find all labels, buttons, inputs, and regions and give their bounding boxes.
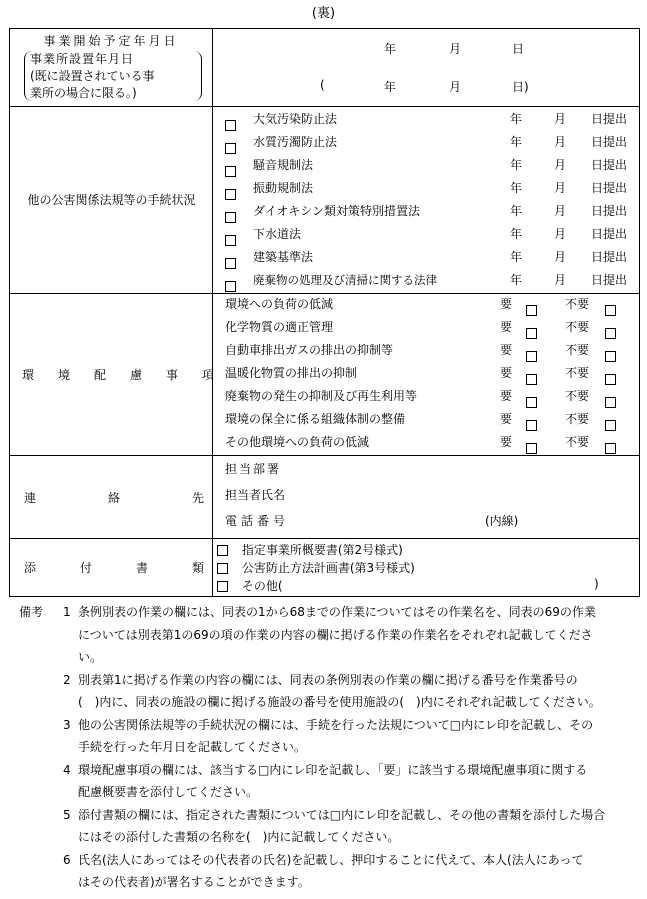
remark-number: 3 bbox=[63, 717, 71, 732]
submitted-label: 日提出 bbox=[591, 158, 628, 172]
remark-line: 氏名(法人にあってはその代表者の氏名)を記載し、押印することに代えて、本人(法人にあって bbox=[78, 852, 584, 867]
submitted-label: 日提出 bbox=[591, 273, 628, 287]
remark-line: ( )内に、同表の施設の欄に掲げる施設の番号を使用施設の( )内にそれぞれ記載してください。 bbox=[78, 695, 601, 709]
law-row[interactable] bbox=[213, 269, 639, 292]
attach-label-cell bbox=[10, 539, 213, 597]
env-list-cell bbox=[213, 294, 640, 456]
setup-year-label: 年 bbox=[384, 80, 397, 94]
month-label: 月 bbox=[554, 158, 567, 172]
page-title: (裏) bbox=[311, 6, 336, 21]
need-label: 要 bbox=[500, 389, 513, 403]
year-label: 年 bbox=[510, 158, 523, 172]
law-row[interactable] bbox=[213, 223, 639, 246]
laws-list-cell bbox=[213, 107, 640, 294]
need-label: 要 bbox=[500, 297, 513, 311]
remark-line: にはその添付した書類の名称を( )内に記載してください。 bbox=[78, 830, 400, 844]
month-label: 月 bbox=[554, 181, 567, 195]
attach-row[interactable] bbox=[217, 577, 283, 594]
not-need-label: 不要 bbox=[565, 435, 590, 449]
year-label: 年 bbox=[510, 112, 523, 126]
need-label: 要 bbox=[500, 343, 513, 357]
remark-line: 添付書類の欄には、指定された書類については□内にレ印を記載し、その他の書類を添付した場合 bbox=[78, 807, 606, 822]
env-row bbox=[213, 293, 639, 316]
year-label: 年 bbox=[510, 181, 523, 195]
phone-label: 電話番号 bbox=[225, 514, 290, 528]
not-need-label: 不要 bbox=[565, 297, 590, 311]
remark-line: 条例別表の作業の欄には、同表の1から68までの作業についてはその作業名を、同表の69の作業 bbox=[78, 605, 596, 619]
checkbox[interactable] bbox=[217, 563, 228, 574]
attach-row[interactable] bbox=[217, 559, 415, 576]
year-label: 年 bbox=[510, 250, 523, 264]
remark-item bbox=[11, 849, 641, 894]
env-label-cell bbox=[10, 294, 221, 456]
remark-line: 別表第1に掲げる作業の内容の欄には、同表の条例別表の作業の欄に掲げる番号を作業番号の bbox=[78, 672, 578, 687]
law-row[interactable] bbox=[213, 108, 639, 131]
need-label: 要 bbox=[500, 412, 513, 426]
remark-line: 他の公害関係法規等の手続状況の欄には、手続を行った法規について□内にレ印を記載し、その bbox=[78, 717, 594, 732]
env-item-name: 環境の保全に係る組織体制の整備 bbox=[225, 412, 406, 426]
laws-label: 他の公害関係法規等の手続状況 bbox=[27, 193, 196, 207]
contact-label: 連 絡 先 bbox=[24, 491, 204, 505]
remark-number: 6 bbox=[63, 852, 71, 867]
not-need-label: 不要 bbox=[565, 412, 590, 426]
start-date-label: 事業開始予定年月日 bbox=[43, 34, 179, 48]
law-name: 大気汚染防止法 bbox=[253, 112, 338, 126]
law-name: 水質汚濁防止法 bbox=[253, 135, 338, 149]
remark-item bbox=[11, 804, 641, 849]
attach-item-name: 公害防止方法計画書(第3号様式) bbox=[241, 561, 415, 575]
setup-date-note-2: 業所の場合に限る。) bbox=[30, 86, 137, 100]
env-row bbox=[213, 408, 639, 431]
remarks bbox=[11, 601, 641, 894]
env-item-name: 温暖化物質の排出の抑制 bbox=[225, 366, 358, 380]
law-row[interactable] bbox=[213, 246, 639, 269]
setup-day-label: 日) bbox=[512, 80, 529, 94]
contact-value-cell[interactable] bbox=[213, 456, 640, 539]
law-name: 下水道法 bbox=[253, 227, 302, 241]
attach-other-close: ) bbox=[594, 577, 599, 591]
env-item-name: その他環境への負荷の低減 bbox=[225, 435, 370, 449]
env-row bbox=[213, 362, 639, 385]
law-name: 騒音規制法 bbox=[253, 158, 314, 172]
person-label: 担当者氏名 bbox=[225, 488, 286, 502]
law-name: 建築基準法 bbox=[253, 250, 314, 264]
setup-month-label: 月 bbox=[449, 80, 462, 94]
remark-line: 環境配慮事項の欄には、該当する□内にレ印を記載し、「要」に該当する環境配慮事項に関する bbox=[78, 762, 588, 777]
start-date-value-cell[interactable] bbox=[213, 29, 640, 107]
remark-line: はその代表者)が署名することができます。 bbox=[78, 875, 310, 889]
remark-line: 配慮概要書を添付してください。 bbox=[78, 785, 259, 799]
application-form-table bbox=[9, 28, 640, 597]
dept-label: 担当部署 bbox=[225, 462, 282, 476]
checkbox[interactable] bbox=[217, 581, 228, 592]
month-label: 月 bbox=[554, 112, 567, 126]
attach-item-name: その他( bbox=[241, 579, 283, 593]
submitted-label: 日提出 bbox=[591, 112, 628, 126]
remark-item bbox=[11, 714, 641, 759]
remark-item bbox=[11, 759, 641, 804]
law-name: 振動規制法 bbox=[253, 181, 314, 195]
remark-line: については別表第1の69の項の作業の内容の欄に掲げる作業の作業名をそれぞれ記載してくださ bbox=[78, 627, 593, 642]
env-row bbox=[213, 316, 639, 339]
setup-paren-open: ( bbox=[320, 78, 325, 92]
remark-number: 2 bbox=[63, 672, 71, 687]
remark-line: い。 bbox=[78, 650, 103, 664]
remark-number: 4 bbox=[63, 762, 71, 777]
year-label: 年 bbox=[510, 273, 523, 287]
remark-number: 5 bbox=[63, 807, 71, 822]
law-row[interactable] bbox=[213, 200, 639, 223]
attach-item-name: 指定事業所概要書(第2号様式) bbox=[241, 543, 403, 557]
month-label: 月 bbox=[554, 273, 567, 287]
laws-label-cell bbox=[10, 107, 213, 294]
law-row[interactable] bbox=[213, 154, 639, 177]
start-year-label: 年 bbox=[384, 42, 397, 56]
checkbox[interactable] bbox=[217, 545, 228, 556]
month-label: 月 bbox=[554, 135, 567, 149]
env-row bbox=[213, 339, 639, 362]
env-row bbox=[213, 385, 639, 408]
law-row[interactable] bbox=[213, 177, 639, 200]
need-label: 要 bbox=[500, 435, 513, 449]
remark-line: 手続を行った年月日を記載してください。 bbox=[78, 740, 307, 754]
law-name: 廃棄物の処理及び清掃に関する法律 bbox=[253, 273, 437, 287]
need-label: 要 bbox=[500, 366, 513, 380]
not-need-label: 不要 bbox=[565, 366, 590, 380]
start-day-label: 日 bbox=[512, 42, 525, 56]
not-need-label: 不要 bbox=[565, 389, 590, 403]
env-row bbox=[213, 431, 639, 454]
not-need-label: 不要 bbox=[565, 343, 590, 357]
submitted-label: 日提出 bbox=[591, 135, 628, 149]
submitted-label: 日提出 bbox=[591, 250, 628, 264]
env-item-name: 環境への負荷の低減 bbox=[225, 297, 334, 311]
month-label: 月 bbox=[554, 250, 567, 264]
remark-item bbox=[11, 601, 641, 669]
law-row[interactable] bbox=[213, 131, 639, 154]
month-label: 月 bbox=[554, 204, 567, 218]
start-date-label-cell bbox=[10, 29, 213, 107]
attach-row[interactable] bbox=[217, 541, 403, 558]
year-label: 年 bbox=[510, 204, 523, 218]
year-label: 年 bbox=[510, 135, 523, 149]
remark-item bbox=[11, 669, 641, 714]
submitted-label: 日提出 bbox=[591, 204, 628, 218]
attach-list-cell bbox=[213, 539, 640, 597]
submitted-label: 日提出 bbox=[591, 181, 628, 195]
env-label: 環 境 配 慮 事 項 bbox=[22, 368, 221, 382]
remark-number: 1 bbox=[63, 605, 71, 619]
need-label: 要 bbox=[500, 320, 513, 334]
not-need-label: 不要 bbox=[565, 320, 590, 334]
contact-label-cell bbox=[10, 456, 213, 539]
submitted-label: 日提出 bbox=[591, 227, 628, 241]
month-label: 月 bbox=[554, 227, 567, 241]
start-month-label: 月 bbox=[449, 42, 462, 56]
attach-label: 添 付 書 類 bbox=[24, 561, 204, 575]
law-name: ダイオキシン類対策特別措置法 bbox=[253, 204, 420, 218]
setup-date-note-1: (既に設置されている事 bbox=[30, 69, 155, 83]
setup-date-label: 事業所設置年月日 bbox=[30, 52, 135, 66]
remarks-head: 備考 bbox=[19, 605, 44, 619]
env-item-name: 廃棄物の発生の抑制及び再生利用等 bbox=[225, 389, 418, 403]
ext-label: (内線) bbox=[485, 514, 519, 528]
year-label: 年 bbox=[510, 227, 523, 241]
env-item-name: 化学物質の適正管理 bbox=[225, 320, 334, 334]
env-item-name: 自動車排出ガスの排出の抑制等 bbox=[225, 343, 394, 357]
